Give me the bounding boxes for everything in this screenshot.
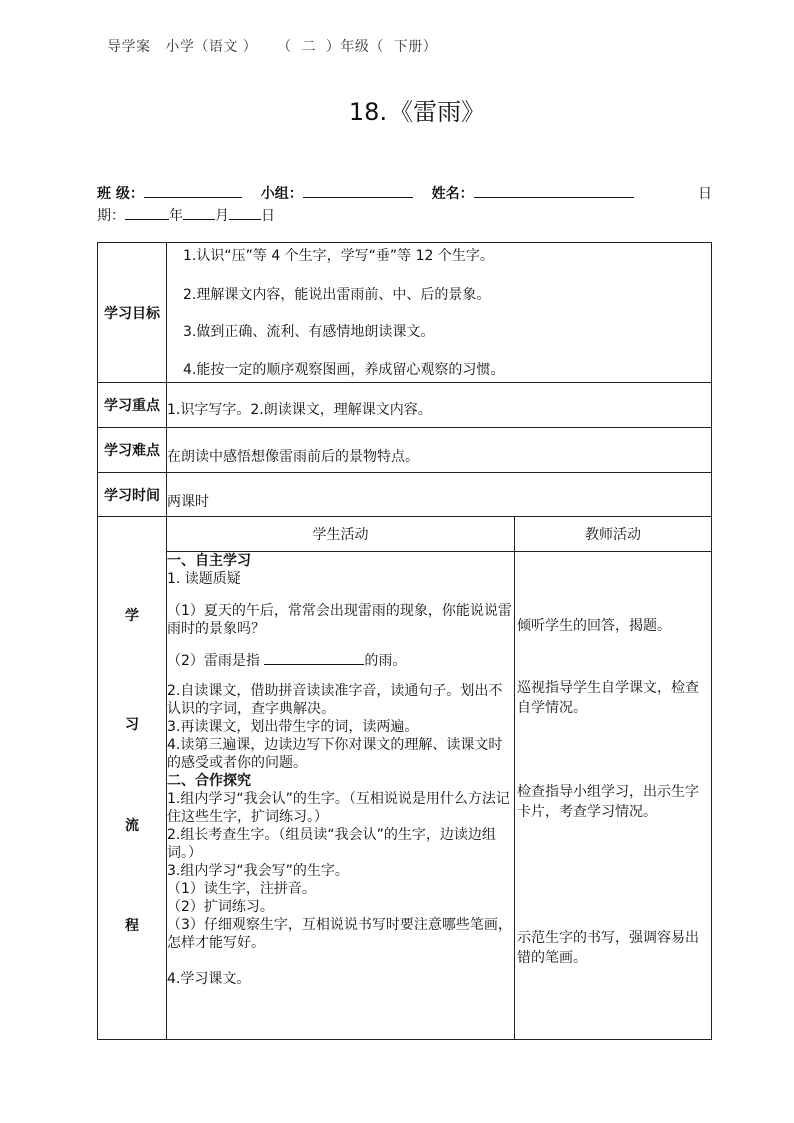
document-header: 导学案 小学（语文 ） （ 二 ）年级（ 下册）: [107, 39, 438, 55]
goal-item: 4.能按一定的顺序观察图画，养成留心观察的习惯。: [183, 362, 505, 378]
goal-item: 3.做到正确、流利、有感情地朗读课文。: [183, 324, 435, 340]
day-label: 日: [261, 208, 275, 224]
year-field[interactable]: [125, 205, 169, 220]
key-label: 学习重点: [98, 383, 167, 428]
difficulty-row: [98, 428, 712, 473]
goal-item: 1.认识“压”等 4 个生字，学写“垂”等 12 个生字。: [183, 248, 494, 264]
group-field[interactable]: [303, 183, 413, 198]
name-label: 姓名：: [431, 186, 474, 202]
name-field[interactable]: [474, 183, 634, 198]
teacher-item: 巡视指导学生自学课文，检查自学情况。: [517, 680, 699, 716]
group-label: 小组：: [260, 186, 303, 202]
process-char: 流: [125, 818, 139, 834]
activity-item: 3.组内学习“我会写”的生字。: [167, 863, 349, 879]
activity-item: [167, 650, 514, 670]
goals-label: 学习目标: [98, 243, 167, 383]
date-prefix: 期：: [97, 208, 125, 224]
activity-item: 1. 读题质疑: [167, 571, 241, 587]
student-activity-head: 学生活动: [167, 517, 515, 552]
section-title: 二、合作探究: [167, 773, 251, 789]
activity-item: 4.学习课文。: [167, 971, 251, 987]
goal-item: 2.理解课文内容，能说出雷雨前、中、后的景象。: [183, 287, 491, 303]
activity-item: （1）夏天的午后，常常会出现雷雨的现象，你能说说雷雨时的景象吗？: [167, 603, 512, 637]
lesson-table: [97, 242, 712, 1040]
goals-cell: [167, 243, 712, 383]
activity-item: （3）仔细观察生字，互相说说书写时要注意哪些笔画，怎样才能写好。: [167, 917, 512, 951]
student-info-line: [97, 183, 712, 203]
key-text: 1.识字写字。2.朗读课文，理解课文内容。: [167, 383, 712, 428]
class-field[interactable]: [144, 183, 242, 198]
lesson-number: 18.: [348, 98, 388, 126]
teacher-item: 倾听学生的回答，揭题。: [517, 618, 671, 634]
student-activity-cell: [167, 552, 515, 1040]
month-field[interactable]: [183, 205, 215, 220]
teacher-activity-head: 教师活动: [515, 517, 712, 552]
month-label: 月: [215, 208, 229, 224]
class-label: 班 级：: [97, 186, 144, 202]
section-title: 一、自主学习: [167, 553, 251, 569]
rain-blank-field[interactable]: [264, 650, 364, 665]
time-text: 两课时: [167, 473, 712, 517]
day-field[interactable]: [229, 205, 261, 220]
teacher-item: 示范生字的书写，强调容易出错的笔画。: [517, 930, 699, 966]
difficulty-text: 在朗读中感悟想像雷雨前后的景物特点。: [167, 428, 712, 473]
activity-item: 4.读第三遍课，边读边写下你对课文的理解、读课文时的感受或者你的问题。: [167, 737, 503, 771]
process-char: 程: [125, 918, 139, 934]
teacher-activity-cell: [515, 552, 712, 1040]
activity-text: 的雨。: [364, 653, 407, 669]
process-char: 学: [125, 608, 139, 624]
time-row: [98, 473, 712, 517]
date-line: [97, 205, 275, 225]
day-tail: 日: [698, 186, 712, 202]
lesson-name: 《雷雨》: [389, 98, 486, 126]
activity-item: （1）读生字，注拼音。: [167, 881, 316, 897]
activity-text: （2）雷雨是指: [167, 653, 265, 669]
teacher-item: 检查指导小组学习，出示生字卡片，考查学习情况。: [517, 784, 699, 820]
activity-content-row: [98, 552, 712, 1040]
activity-head-row: [98, 517, 712, 552]
process-char: 习: [125, 717, 139, 733]
activity-item: 2.组长考查生字。（组员读“我会认”的生字，边读边组词。）: [167, 827, 496, 861]
lesson-title: [0, 92, 794, 127]
key-row: [98, 383, 712, 428]
activity-item: （2）扩词练习。: [167, 899, 274, 915]
year-label: 年: [169, 208, 183, 224]
difficulty-label: 学习难点: [98, 428, 167, 473]
activity-item: 2.自读课文，借助拼音读读准字音，读通句子。划出不认识的字词，查字典解决。: [167, 683, 503, 717]
process-label: [98, 517, 167, 1040]
time-label: 学习时间: [98, 473, 167, 517]
activity-item: 3.再读课文，划出带生字的词，读两遍。: [167, 719, 419, 735]
activity-item: 1.组内学习“我会认”的生字。（互相说说是用什么方法记住这些生字，扩词练习。）: [167, 791, 510, 825]
goals-row: [98, 243, 712, 383]
